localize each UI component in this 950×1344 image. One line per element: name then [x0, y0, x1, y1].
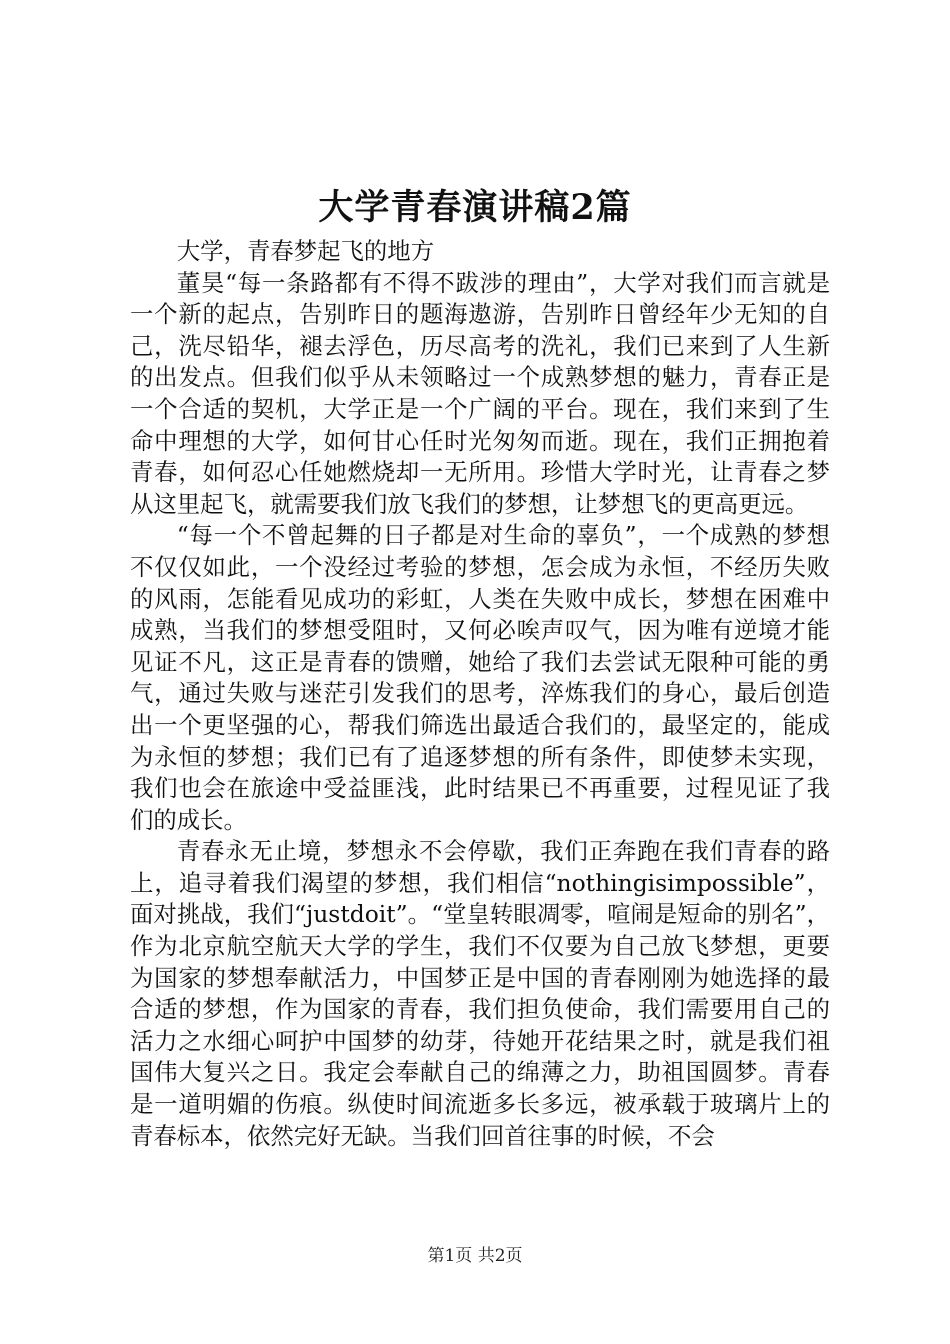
paragraph: “每一个不曾起舞的日子都是对生命的辜负”，一个成熟的梦想不仅仅如此，一个没经过考验的梦想，怎会成为永恒，不经历失败的风雨，怎能看见成功的彩虹，人类在失败中成长，梦想在困难中成熟，当我们的梦想受阻时，又何必唉声叹气，因为唯有逆境才能见证不凡，这正是青春的馈赠，她给了我们去尝试无限种可能的勇气，通过失败与迷茫引发我们的思考，淬炼我们的身心，最后创造出一个更坚强的心，帮我们筛选出最适合我们的，最坚定的，能成为永恒的梦想；我们已有了追逐梦想的所有条件，即使梦未实现，我们也会在旅途中受益匪浅，此时结果已不再重要，过程见证了我们的成长。: [130, 521, 830, 834]
page-number-footer: 第1页 共2页: [427, 1246, 523, 1266]
document-body: [130, 236, 830, 1152]
paragraph: 董昊“每一条路都有不得不跋涉的理由”，大学对我们而言就是一个新的起点，告别昨日的题海遨游，告别昨日曾经年少无知的自己，洗尽铅华，褪去浮色，历尽高考的洗礼，我们已来到了人生新的出发点。但我们似乎从未领略过一个成熟梦想的魅力，青春正是一个合适的契机，大学正是一个广阔的平台。现在，我们来到了生命中理想的大学，如何甘心任时光匆匆而逝。现在，我们正拥抱着青春，如何忍心任她燃烧却一无所用。珍惜大学时光，让青春之梦从这里起飞，就需要我们放飞我们的梦想，让梦想飞的更高更远。: [130, 268, 830, 518]
paragraph: 青春永无止境，梦想永不会停歇，我们正奔跑在我们青春的路上，追寻着我们渴望的梦想，我们相信“nothingisimpossible”，面对挑战，我们“justdoit”。“堂皇转眼凋零，喧闹是短命的别名”，作为北京航空航天大学的学生，我们不仅要为自己放飞梦想，更要为国家的梦想奉献活力，中国梦正是中国的青春刚刚为她选择的最合适的梦想，作为国家的青春，我们担负使命，我们需要用自己的活力之水细心呵护中国梦的幼芽，待她开花结果之时，就是我们祖国伟大复兴之日。我定会奉献自己的绵薄之力，助祖国圆梦。青春是一道明媚的伤痕。纵使时间流逝多长多远，被承载于玻璃片上的青春标本，依然完好无缺。当我们回首往事的时候，不会: [130, 837, 830, 1150]
paragraph-subtitle: 大学，青春梦起飞的地方: [176, 237, 435, 265]
document-title: 大学青春演讲稿2篇: [318, 187, 632, 228]
